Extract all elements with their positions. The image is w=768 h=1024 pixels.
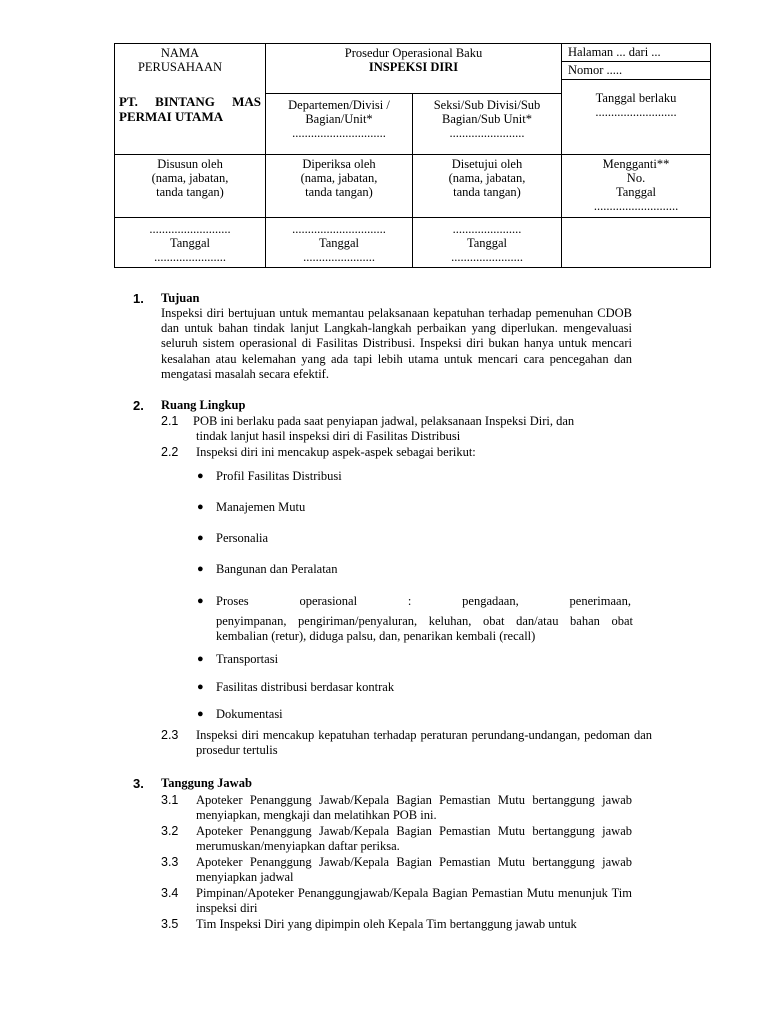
bullet-icon: ● (197, 470, 204, 482)
item-2-1-text-a: POB ini berlaku pada saat penyiapan jadwal, pelaksanaan Inspeksi Diri, dan (193, 414, 575, 428)
seksi-dots: ........................ (449, 126, 525, 140)
disetujui-cell (413, 155, 562, 218)
bullet-text-7: Fasilitas distribusi berdasar kontrak (216, 680, 395, 694)
disetujui-meta-2: tanda tangan) (453, 185, 521, 199)
company-name: PT. BINTANG MAS PERMAI UTAMA (119, 94, 261, 124)
diperiksa-cell (266, 155, 413, 218)
proses-word: Proses (216, 594, 249, 608)
bullet-icon: ● (197, 501, 204, 513)
section-1-text: Inspeksi diri bertujuan untuk memantau pelaksanaan kepatuhan terhadap pemenuhan CDOB dan untuk bahan tindak lanjut Langkah-langkah perbaikan yang diperlukan. mengevaluasi seluruh sistem operasional di Fasilitas Distribusi. Inspeksi diri bukan hanya untuk mencari kesalahan atau kelemahan yang ada tapi lebih utama untuk mencari cara pencegahan dan mengatasi masalah secara efektif. (161, 306, 632, 381)
bullet-text-proses (216, 594, 631, 609)
tanggal-1: Tanggal (169, 236, 211, 250)
bullet-icon: ● (197, 681, 204, 693)
tanggal-dots-2: ....................... (303, 250, 375, 264)
dept-dots: .............................. (292, 126, 386, 140)
seksi-cell (413, 94, 561, 154)
bullet-icon: ● (197, 708, 204, 720)
bullet-text-8: Dokumentasi (216, 707, 283, 721)
disusun-cell (115, 155, 266, 218)
item-3-4-number: 3.4 (161, 886, 179, 900)
tanggal-2: Tanggal (318, 236, 360, 250)
seksi-label: Seksi/Sub Divisi/Sub Bagian/Sub Unit* (433, 98, 541, 126)
mengganti-label: Mengganti** (602, 157, 670, 171)
sign-cell-4 (562, 218, 711, 268)
bullet-text-3: Personalia (216, 531, 269, 545)
halaman: Halaman ... dari ... (568, 45, 661, 59)
item-3-5-number: 3.5 (161, 917, 179, 931)
company-cell (115, 44, 266, 155)
item-2-1-text-b: tindak lanjut hasil inspeksi diri di Fasilitas Distribusi (196, 429, 461, 443)
disusun-meta-2: tanda tangan) (156, 185, 224, 199)
bullet-text-4: Bangunan dan Peralatan (216, 562, 338, 576)
item-3-2-number: 3.2 (161, 824, 179, 838)
tanggal-berlaku-dots: .......................... (595, 105, 677, 119)
sign-dots-2: .............................. (292, 222, 386, 236)
doc-title: INSPEKSI DIRI (368, 60, 459, 74)
tanggal-berlaku: Tanggal berlaku (595, 91, 677, 105)
mengganti-cell (562, 155, 711, 218)
proses-word: penerimaan, (569, 594, 631, 608)
bullet-text-2: Manajemen Mutu (216, 500, 306, 514)
section-1-number: 1. (133, 291, 144, 306)
item-3-1-text: Apoteker Penanggung Jawab/Kepala Bagian Pemastian Mutu bertanggung jawab menyiapkan, mengkaji dan melatihkan POB ini. (196, 793, 632, 822)
sign-cell-1 (115, 218, 266, 268)
proses-word: operasional (299, 594, 358, 608)
document-header-table (114, 43, 711, 268)
bullet-icon: ● (197, 595, 204, 607)
proses-word: : (407, 594, 412, 608)
diperiksa-meta-2: tanda tangan) (305, 185, 373, 199)
disetujui-label: Disetujui oleh (451, 157, 523, 171)
item-2-2-text: Inspeksi diri ini mencakup aspek-aspek sebagai berikut: (196, 445, 476, 459)
bullet-text-1: Profil Fasilitas Distribusi (216, 469, 342, 483)
item-2-3-text: Inspeksi diri mencakup kepatuhan terhadap peraturan perundang-undangan, pedoman dan prosedur tertulis (196, 728, 652, 757)
item-3-2-text: Apoteker Penanggung Jawab/Kepala Bagian Pemastian Mutu bertanggung jawab merumuskan/menyiapkan daftar periksa. (196, 824, 632, 853)
item-2-2-number: 2.2 (161, 445, 179, 459)
section-3-title: Tanggung Jawab (161, 776, 252, 790)
item-3-3-text: Apoteker Penanggung Jawab/Kepala Bagian Pemastian Mutu bertanggung jawab menyiapkan jadwal (196, 855, 632, 884)
tanggal-dots-1: ....................... (154, 250, 226, 264)
doc-title-cell (266, 44, 562, 155)
bullet-icon: ● (197, 653, 204, 665)
sign-cell-2 (266, 218, 413, 268)
item-2-3-number: 2.3 (161, 728, 179, 742)
mengganti-dots: ........................... (593, 199, 679, 213)
dept-label: Departemen/Divisi / Bagian/Unit* (288, 98, 390, 126)
diperiksa-label: Diperiksa oleh (302, 157, 376, 171)
dept-cell (266, 94, 413, 154)
nomor: Nomor ..... (562, 61, 710, 79)
bullet-text-proses-cont: penyimpanan, pengiriman/penyaluran, keluhan, obat dan/atau bahan obat kembalian (retur), diduga palsu, dan, penarikan kembali (recall) (216, 614, 633, 643)
item-3-3-number: 3.3 (161, 855, 179, 869)
tanggal-dots-3: ....................... (451, 250, 523, 264)
item-2-1-number: 2.1 (161, 414, 179, 428)
company-label-1: NAMA (160, 46, 200, 60)
disusun-meta-1: (nama, jabatan, (151, 171, 229, 185)
bullet-icon: ● (197, 563, 204, 575)
bullet-icon: ● (197, 532, 204, 544)
proses-word: pengadaan, (462, 594, 519, 608)
sign-dots-1: .......................... (149, 222, 231, 236)
tanggal-3: Tanggal (466, 236, 508, 250)
item-3-4-text: Pimpinan/Apoteker Penanggungjawab/Kepala Bagian Pemastian Mutu menunjuk Tim inspeksi diri (196, 886, 632, 915)
disusun-label: Disusun oleh (157, 157, 223, 171)
meta-cell (562, 44, 711, 155)
mengganti-no: No. (626, 171, 646, 185)
diperiksa-meta-1: (nama, jabatan, (300, 171, 378, 185)
item-3-5-text: Tim Inspeksi Diri yang dipimpin oleh Kepala Tim bertanggung jawab untuk (196, 917, 577, 931)
bullet-text-6: Transportasi (216, 652, 279, 666)
item-3-1-number: 3.1 (161, 793, 179, 807)
section-3-number: 3. (133, 776, 144, 791)
doc-type: Prosedur Operasional Baku (344, 46, 483, 60)
section-2-title: Ruang Lingkup (161, 398, 246, 412)
section-2-number: 2. (133, 398, 144, 413)
sign-dots-3: ...................... (452, 222, 522, 236)
disetujui-meta-1: (nama, jabatan, (448, 171, 526, 185)
company-label-2: PERUSAHAAN (137, 60, 223, 74)
sign-cell-3 (413, 218, 562, 268)
section-1-title: Tujuan (161, 291, 200, 305)
mengganti-tanggal: Tanggal (615, 185, 657, 199)
